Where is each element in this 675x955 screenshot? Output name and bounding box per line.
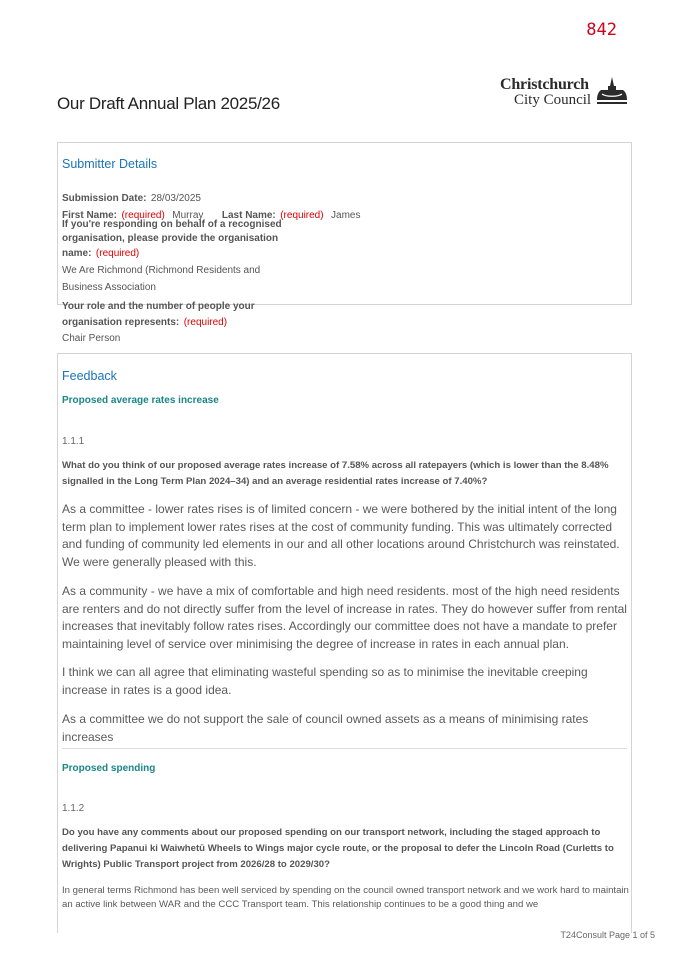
- page-footer: T24Consult Page 1 of 5: [560, 930, 655, 940]
- submission-date-row: [62, 188, 201, 206]
- first-name-label: First Name:: [62, 210, 118, 221]
- submission-date-label: Submission Date:: [62, 193, 147, 204]
- first-name-required: (required): [121, 210, 165, 221]
- logo-text-line2: City Council: [514, 92, 592, 108]
- page-number: 842: [586, 20, 617, 40]
- section-divider: [62, 748, 627, 749]
- q2-topic-heading: Proposed spending: [62, 763, 156, 774]
- q2-answer-paragraph: In general terms Richmond has been well serviced by spending on the council owned transport network and we work hard to maintain an active link between WAR and the CCC Transport team. This relationship continues to be a good thing and we: [62, 885, 629, 910]
- role-required: (required): [183, 316, 228, 328]
- q1-topic-heading: Proposed average rates increase: [62, 395, 219, 406]
- role-value: Chair Person: [62, 333, 121, 344]
- organisation-value-line1: We Are Richmond (Richmond Residents and: [62, 265, 261, 276]
- organisation-value: [62, 263, 260, 296]
- last-name-value: James: [331, 210, 361, 221]
- organisation-label: [62, 218, 282, 261]
- logo-text-line1: Christchurch: [500, 76, 589, 93]
- council-logo: [500, 76, 630, 108]
- first-name-value: Murray: [172, 210, 204, 221]
- last-name-label: Last Name:: [221, 210, 276, 221]
- last-name-required: (required): [280, 210, 324, 221]
- q1-answer-paragraph: As a committee we do not support the sale of council owned assets as a means of minimising rates increases: [62, 712, 589, 744]
- q2-question: Do you have any comments about our proposed spending on our transport network, including the staged approach to delivering Papanui ki Waiwhetū Wheels to Wings major cycle route, or the proposal to defer the Lincoln Road (Curletts to Wrights) Public Transport project from 2026/28 to 2029/30?: [62, 827, 614, 870]
- submission-date-value: 28/03/2025: [150, 193, 201, 204]
- submitter-details-heading: Submitter Details: [62, 157, 158, 171]
- organisation-value-line2: Business Association: [62, 281, 156, 293]
- q1-number: 1.1.1: [62, 436, 85, 447]
- q1-question: What do you think of our proposed average rates increase of 7.58% across all ratepayers (which is lower than the 8.48% signalled in the Long Term Plan 2024–34) and an average residential rates increase of 7.40%?: [62, 460, 609, 487]
- organisation-label-line2: organisation, please provide the organisation: [62, 232, 279, 244]
- organisation-label-line3: name:: [62, 248, 92, 259]
- q1-answer-paragraph: As a community - we have a mix of comfortable and high need residents. most of the high need residents are renters and do not directly suffer from the level of increase in rates. They do however suffer from rental increases that inevitably follow rates rises. Accordingly our committee does not have a mandate to prefer maintaining level of service over minimising the degree of increase in rates in each annual plan.: [62, 584, 627, 651]
- role-label-line1: Your role and the number of people your: [62, 301, 255, 312]
- role-label-line2: organisation represents:: [62, 316, 180, 328]
- q1-answer-paragraph: As a committee - lower rates rises is of limited concern - we were bothered by the initial intent of the long term plan to implement lower rates rises at the cost of community funding. This was ultimately corrected and funding of community led elements in our and all other locations around Christchurch was reinstated. We were generally pleased with this.: [62, 502, 620, 569]
- feedback-heading: Feedback: [62, 369, 117, 383]
- q1-answer-paragraph: I think we can all agree that eliminating wasteful spending so as to minimise the inevitable creeping increase in rates is a good idea.: [62, 665, 588, 697]
- q2-number: 1.1.2: [62, 803, 85, 814]
- organisation-label-line1: If you're responding on behalf of a recognised: [62, 219, 282, 230]
- cathedral-logo-icon: [596, 76, 628, 106]
- organisation-required: (required): [95, 248, 140, 259]
- document-title: Our Draft Annual Plan 2025/26: [57, 94, 280, 113]
- role-label: [62, 300, 255, 329]
